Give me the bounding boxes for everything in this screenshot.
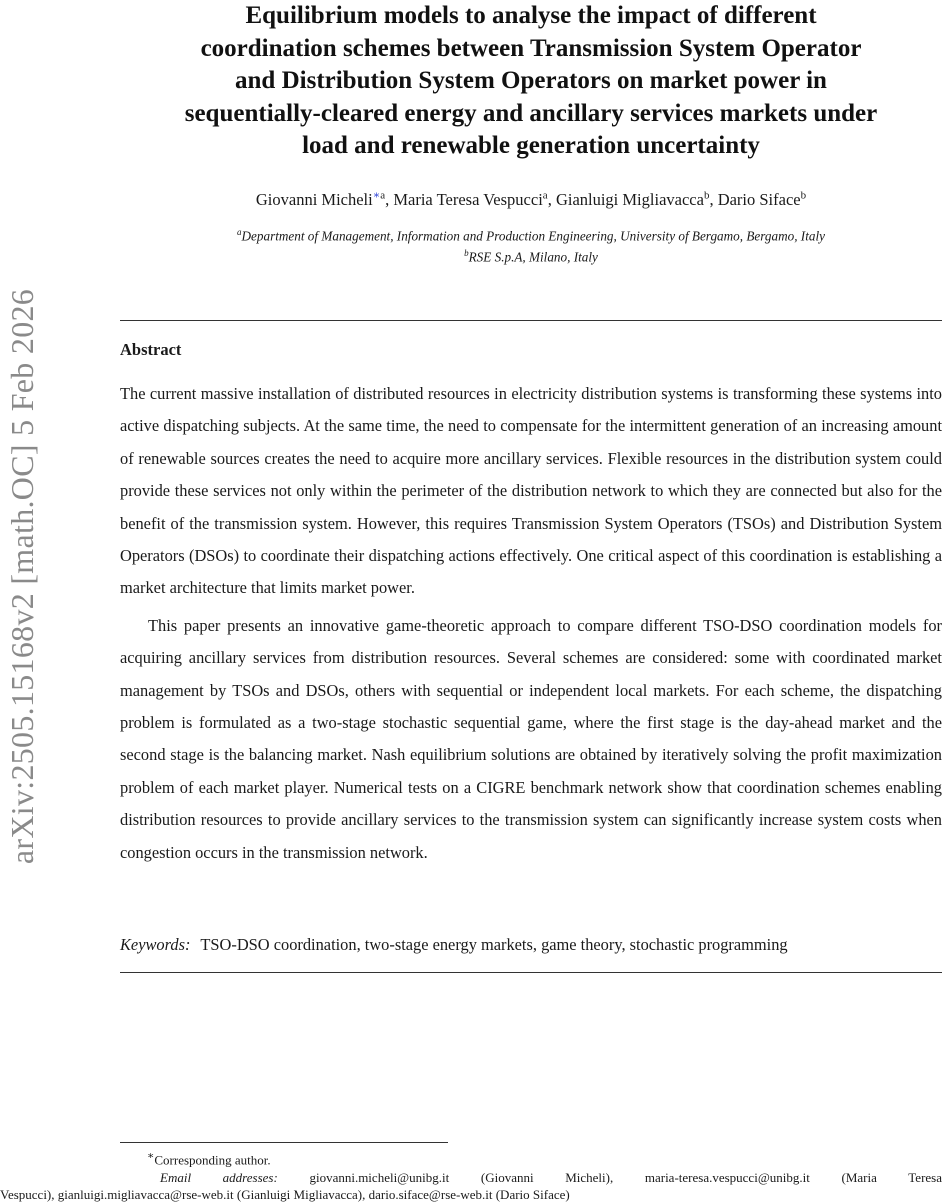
affiliation-marker: b [703, 189, 710, 201]
email-list-1[interactable]: giovanni.micheli@unibg.it (Giovanni Micheli), maria-teresa.vespucci@unibg.it (Maria Teresa [309, 1169, 942, 1185]
author-separator: , [709, 189, 718, 209]
keywords-text: TSO-DSO coordination, two-stage energy markets, game theory, stochastic programming [200, 935, 788, 954]
paper-title [120, 0, 942, 163]
title-line: sequentially-cleared energy and ancillary services markets under [184, 99, 878, 127]
title-line: coordination schemes between Transmission System Operator [200, 34, 862, 62]
arxiv-sidebar [4, 262, 42, 890]
footnote-corresponding [120, 1148, 942, 1169]
affiliation-mark: b [464, 247, 469, 258]
abstract-heading: Abstract [120, 340, 182, 359]
corresponding-author-marker[interactable]: ∗ [372, 189, 381, 201]
footnote [0, 1148, 942, 1204]
title-line: load and renewable generation uncertainty [302, 132, 760, 159]
footnote-corresponding-text: Corresponding author. [154, 1152, 271, 1168]
author [556, 190, 718, 209]
author [256, 190, 393, 209]
author-separator: , [547, 189, 556, 209]
footnote-emails-line-1 [120, 1169, 942, 1187]
affiliation-a [120, 224, 942, 245]
affiliation-mark: a [237, 227, 242, 237]
author-name: Gianluigi Migliavacca [555, 189, 704, 209]
author-name: Maria Teresa Vespucci [393, 189, 543, 209]
author-list [120, 184, 942, 211]
author [393, 190, 556, 209]
author-name: Giovanni Micheli [255, 189, 373, 209]
affiliation-text: RSE S.p.A, Milano, Italy [468, 249, 598, 265]
keywords-label: Keywords: [120, 935, 191, 954]
affiliation-marker: a [542, 189, 548, 201]
affiliation-b [120, 245, 942, 266]
abstract-bottom-rule [120, 972, 942, 973]
title-line: and Distribution System Operators on market power in [235, 67, 827, 94]
affiliation-marker: b [800, 189, 807, 201]
abstract-body [120, 378, 942, 869]
abstract-paragraph-1: The current massive installation of distributed resources in electricity distribution systems is transforming these systems into active dispatching subjects. At the same time, the need to compensate for the intermittent generation of an increasing amount of renewable sources creates the need to acquire more ancillary services. Flexible resources in the distribution system could provide these services not only within the perimeter of the distribution network to which they are connected but also for the benefit of the transmission system. However, this requires Transmission System Operators (TSOs) and Distribution System Operators (DSOs) to coordinate their dispatching actions effectively. One critical aspect of this coordination is establishing a market architecture that limits market power. [120, 384, 942, 598]
affiliation-marker: a [380, 189, 386, 201]
affiliation-text: Department of Management, Information and Production Engineering, University of Bergamo, Bergamo, Italy [241, 228, 825, 244]
email-label: Email addresses: [160, 1169, 278, 1185]
author [718, 190, 806, 209]
keywords [120, 934, 942, 956]
author-name: Dario Siface [717, 189, 801, 209]
footnote-mark: ∗ [147, 1150, 155, 1162]
affiliations [120, 224, 942, 266]
author-separator: , [385, 189, 394, 209]
arxiv-identifier[interactable]: arXiv:2505.15168v2 [math.OC] 5 Feb 2026 [4, 288, 41, 864]
abstract-top-rule [120, 320, 942, 321]
footnote-emails-line-2[interactable]: Vespucci), gianluigi.migliavacca@rse-web.it (Gianluigi Migliavacca), dario.siface@rse-web.it (Dario Siface) [0, 1187, 570, 1203]
title-line: Equilibrium models to analyse the impact of different [245, 2, 817, 29]
footnote-rule [120, 1142, 448, 1143]
abstract-paragraph-2: This paper presents an innovative game-theoretic approach to compare different TSO-DSO coordination models for acquiring ancillary services from distribution resources. Several schemes are considered: some with coordinated market management by TSOs and DSOs, others with sequential or independent local markets. For each scheme, the dispatching problem is formulated as a two-stage stochastic sequential game, where the first stage is the day-ahead market and the second stage is the balancing market. Nash equilibrium solutions are obtained by iteratively solving the profit maximization problem of each market player. Numerical tests on a CIGRE benchmark network show that coordination schemes enabling distribution resources to provide ancillary services to the transmission system can significantly increase system costs when congestion occurs in the transmission network. [120, 615, 942, 862]
